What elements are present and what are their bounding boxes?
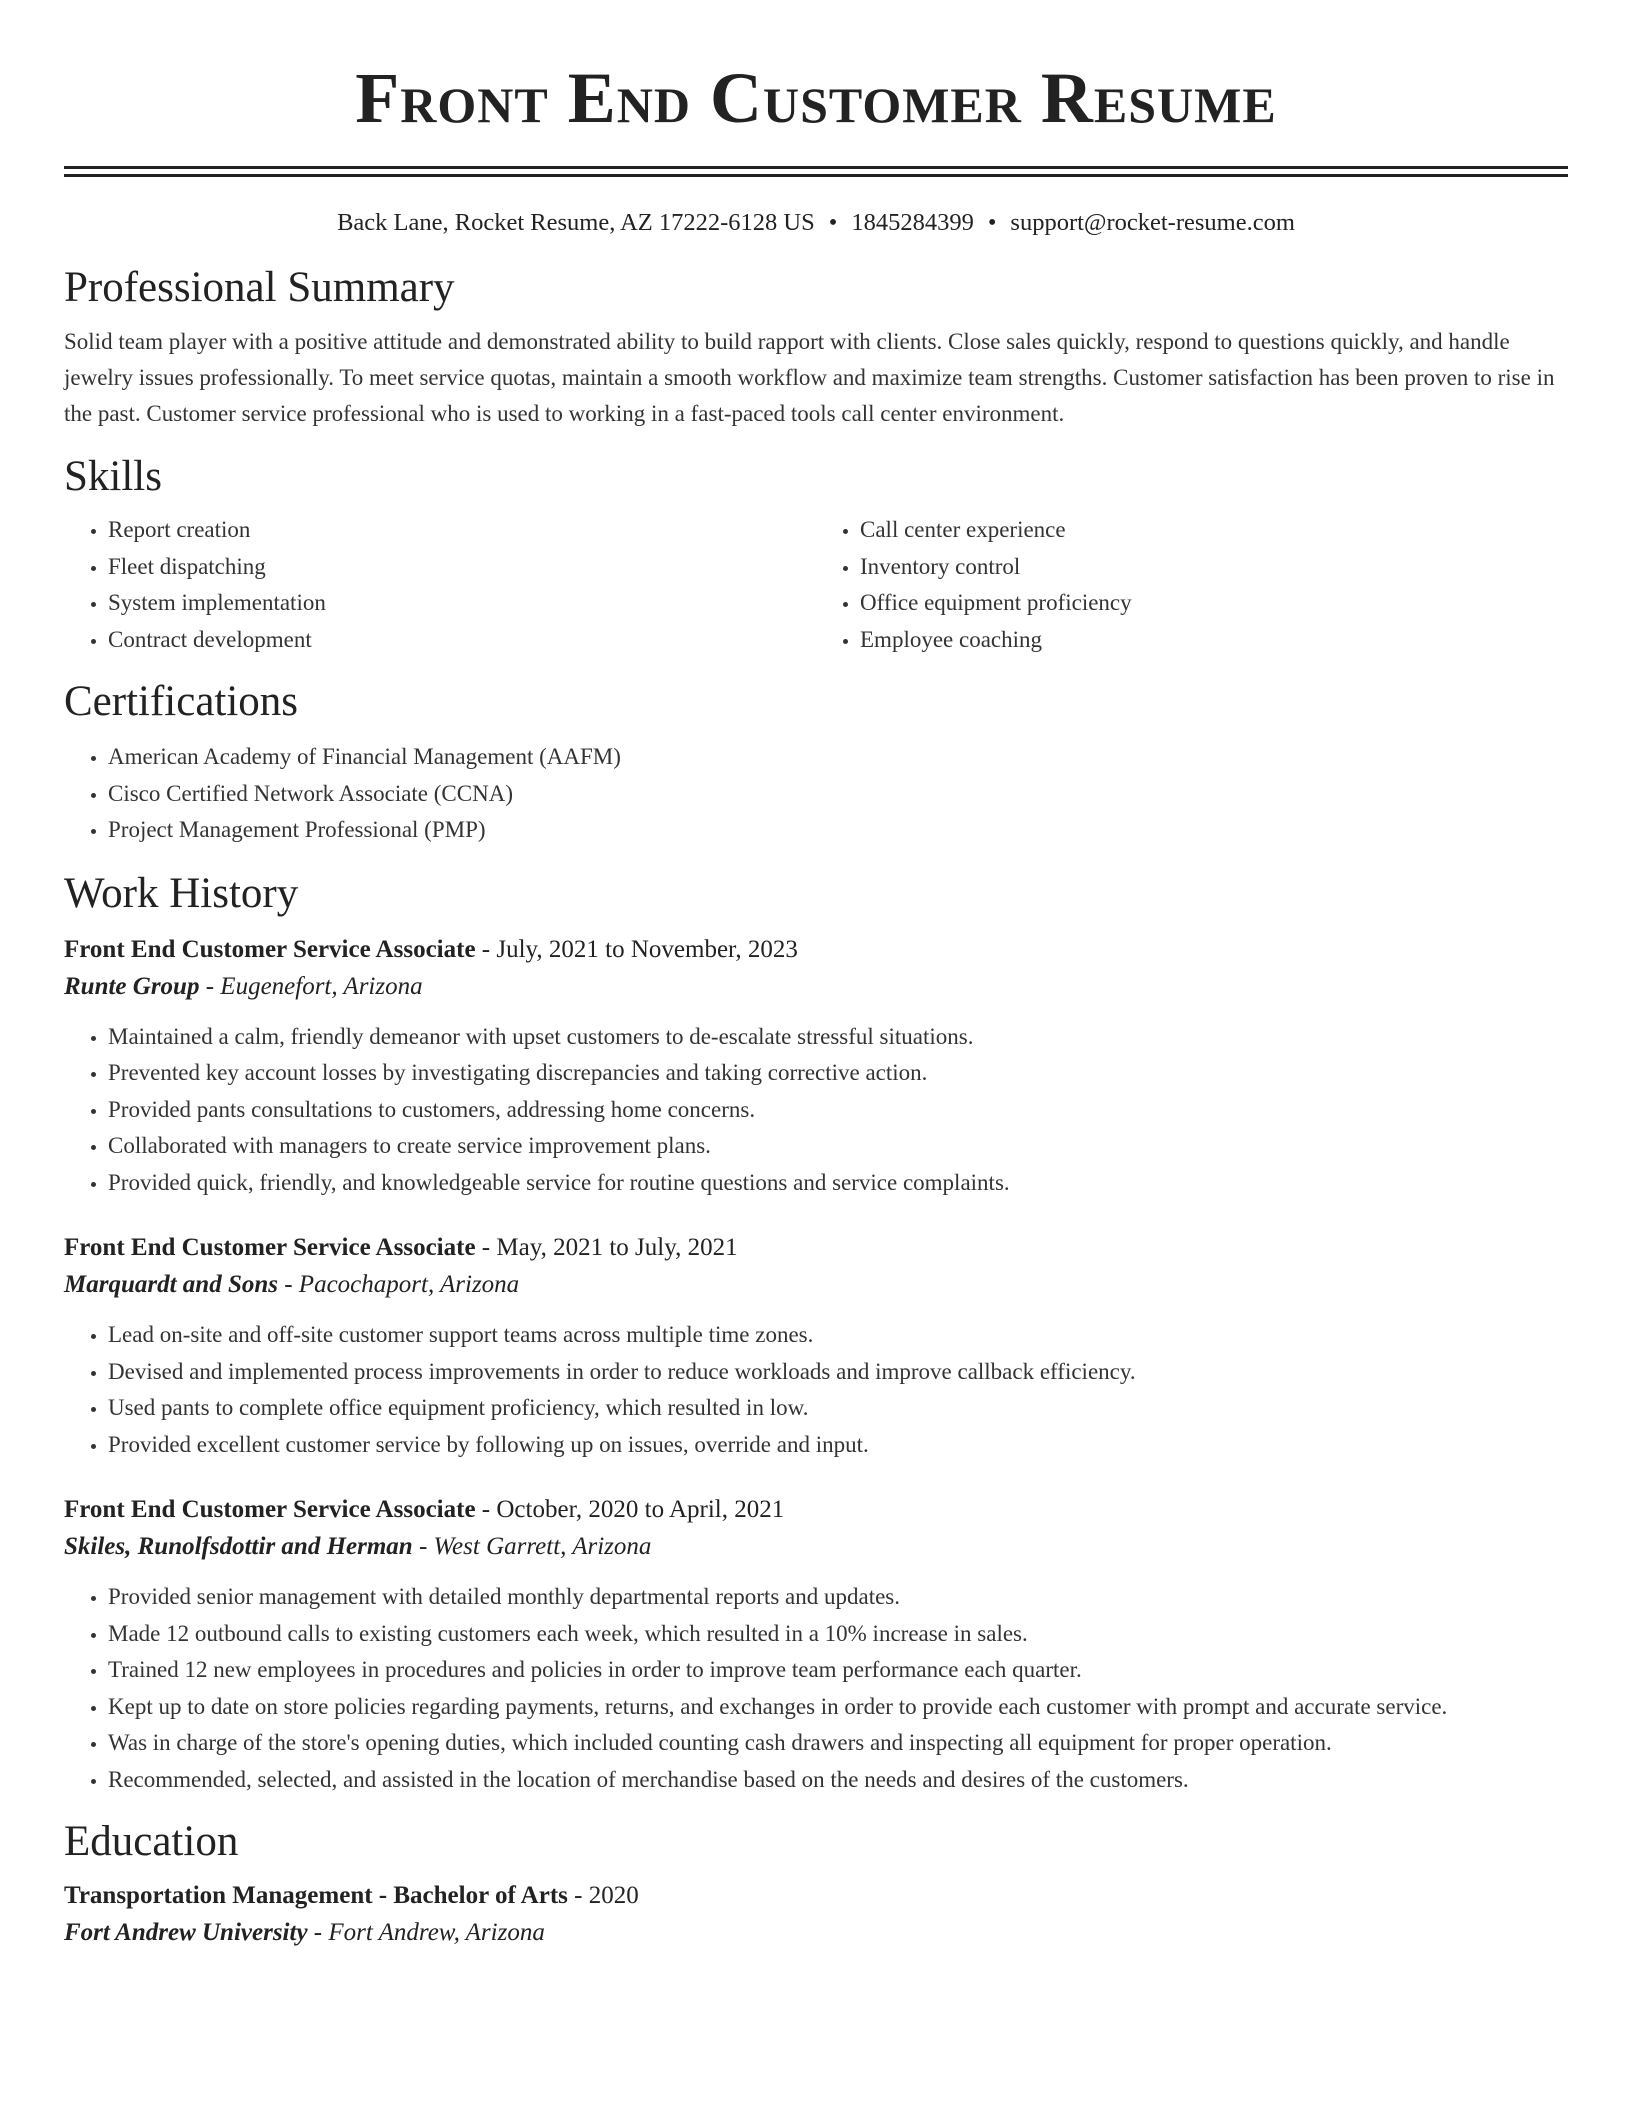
section-heading-certifications: Certifications <box>64 678 299 725</box>
contact-separator: • <box>828 209 838 236</box>
job-location: - West Garrett, Arizona <box>412 1533 652 1560</box>
job-bullet: • Prevented key account losses by investigating discrepancies and taking corrective action. <box>108 1055 1568 1092</box>
skill-item: • Report creation <box>108 512 816 549</box>
job-company-line <box>64 1266 1568 1304</box>
job-location: - Eugenefort, Arizona <box>199 972 423 1000</box>
section-heading-work-history: Work History <box>64 869 299 917</box>
job-entry <box>64 1230 1568 1463</box>
skill-item: • Contract development <box>108 622 816 659</box>
job-title: Front End Customer Service Associate <box>64 1234 476 1261</box>
job-dates: - October, 2020 to April, 2021 <box>475 1496 785 1523</box>
job-company-line <box>64 968 1568 1006</box>
job-entry <box>64 932 1568 1202</box>
job-dates: - May, 2021 to July, 2021 <box>475 1234 738 1261</box>
job-bullet: • Used pants to complete office equipment proficiency, which resulted in low. <box>108 1390 1568 1427</box>
education-entry <box>64 1878 1568 1952</box>
job-title-line <box>64 1492 1568 1528</box>
certifications-list <box>64 739 1568 849</box>
section-heading-skills: Skills <box>64 453 162 500</box>
job-bullet: • Lead on-site and off-site customer support teams across multiple time zones. <box>108 1317 1568 1354</box>
education-school: Fort Andrew University <box>64 1919 308 1946</box>
education-year: - 2020 <box>567 1882 639 1909</box>
contact-separator: • <box>987 209 997 236</box>
education-degree: Transportation Management - Bachelor of Arts <box>64 1882 568 1909</box>
skill-item: • Fleet dispatching <box>108 549 816 586</box>
job-bullet: • Provided excellent customer service by following up on issues, override and input. <box>108 1427 1568 1464</box>
job-location: - Pacochaport, Arizona <box>277 1271 520 1298</box>
job-bullet: • Provided senior management with detailed monthly departmental reports and updates. <box>108 1579 1568 1616</box>
job-bullet: • Recommended, selected, and assisted in the location of merchandise based on the needs and desires of the customers. <box>108 1762 1568 1799</box>
contact-phone: 1845284399 <box>851 209 974 236</box>
job-bullets <box>64 1579 1568 1798</box>
section-heading-education: Education <box>64 1818 239 1865</box>
job-dates: - July, 2021 to November, 2023 <box>475 935 798 963</box>
title-double-rule <box>64 166 1568 177</box>
job-title-line <box>64 1230 1568 1266</box>
summary-text: Solid team player with a positive attitude and demonstrated ability to build rapport with clients. Close sales quickly, respond to questions quickly, and handle jewelry issues professionally. To meet service quotas, maintain a smooth workflow and maximize team strengths. Customer satisfaction has been proven to rise in the past. Customer service professional who is used to working in a fast-paced tools call center environment. <box>64 329 1555 426</box>
education-location: - Fort Andrew, Arizona <box>307 1919 545 1946</box>
certification-item: • Project Management Professional (PMP) <box>108 812 1568 849</box>
job-title-line <box>64 932 1568 968</box>
skill-item: • Office equipment proficiency <box>860 585 1568 622</box>
resume-title: Front End Customer Resume <box>355 58 1277 138</box>
job-company-line <box>64 1528 1568 1566</box>
skills-columns <box>64 512 1568 658</box>
job-title: Front End Customer Service Associate <box>64 935 476 963</box>
contact-line <box>64 208 1568 238</box>
education-degree-line <box>64 1878 1568 1914</box>
certification-item: • Cisco Certified Network Associate (CCNA) <box>108 776 1568 813</box>
job-bullet: • Provided quick, friendly, and knowledgeable service for routine questions and service complaints. <box>108 1165 1568 1202</box>
job-bullet: • Was in charge of the store's opening duties, which included counting cash drawers and inspecting all equipment for proper operation. <box>108 1725 1568 1762</box>
job-bullet: • Collaborated with managers to create service improvement plans. <box>108 1128 1568 1165</box>
skills-list-left <box>64 512 816 658</box>
skills-list-right <box>816 512 1568 658</box>
education-school-line <box>64 1914 1568 1952</box>
certification-item: • American Academy of Financial Management (AAFM) <box>108 739 1568 776</box>
job-bullets <box>64 1019 1568 1202</box>
skill-item: • Inventory control <box>860 549 1568 586</box>
job-bullet: • Devised and implemented process improvements in order to reduce workloads and improve callback efficiency. <box>108 1354 1568 1391</box>
job-company: Skiles, Runolfsdottir and Herman <box>64 1533 413 1560</box>
contact-address: Back Lane, Rocket Resume, AZ 17222-6128 US <box>337 209 815 236</box>
skill-item: • System implementation <box>108 585 816 622</box>
job-entry <box>64 1492 1568 1798</box>
skill-item: • Employee coaching <box>860 622 1568 659</box>
job-bullet: • Trained 12 new employees in procedures and policies in order to improve team performance each quarter. <box>108 1652 1568 1689</box>
job-bullets <box>64 1317 1568 1463</box>
job-bullet: • Maintained a calm, friendly demeanor with upset customers to de-escalate stressful situations. <box>108 1019 1568 1056</box>
job-bullet: • Made 12 outbound calls to existing customers each week, which resulted in a 10% increase in sales. <box>108 1616 1568 1653</box>
job-company: Runte Group <box>64 972 200 1000</box>
section-heading-summary: Professional Summary <box>64 264 455 311</box>
contact-email: support@rocket-resume.com <box>1010 209 1295 236</box>
job-bullet: • Provided pants consultations to customers, addressing home concerns. <box>108 1092 1568 1129</box>
job-company: Marquardt and Sons <box>64 1271 278 1298</box>
skill-item: • Call center experience <box>860 512 1568 549</box>
job-bullet: • Kept up to date on store policies regarding payments, returns, and exchanges in order to provide each customer with prompt and accurate service. <box>108 1689 1568 1726</box>
job-title: Front End Customer Service Associate <box>64 1496 476 1523</box>
